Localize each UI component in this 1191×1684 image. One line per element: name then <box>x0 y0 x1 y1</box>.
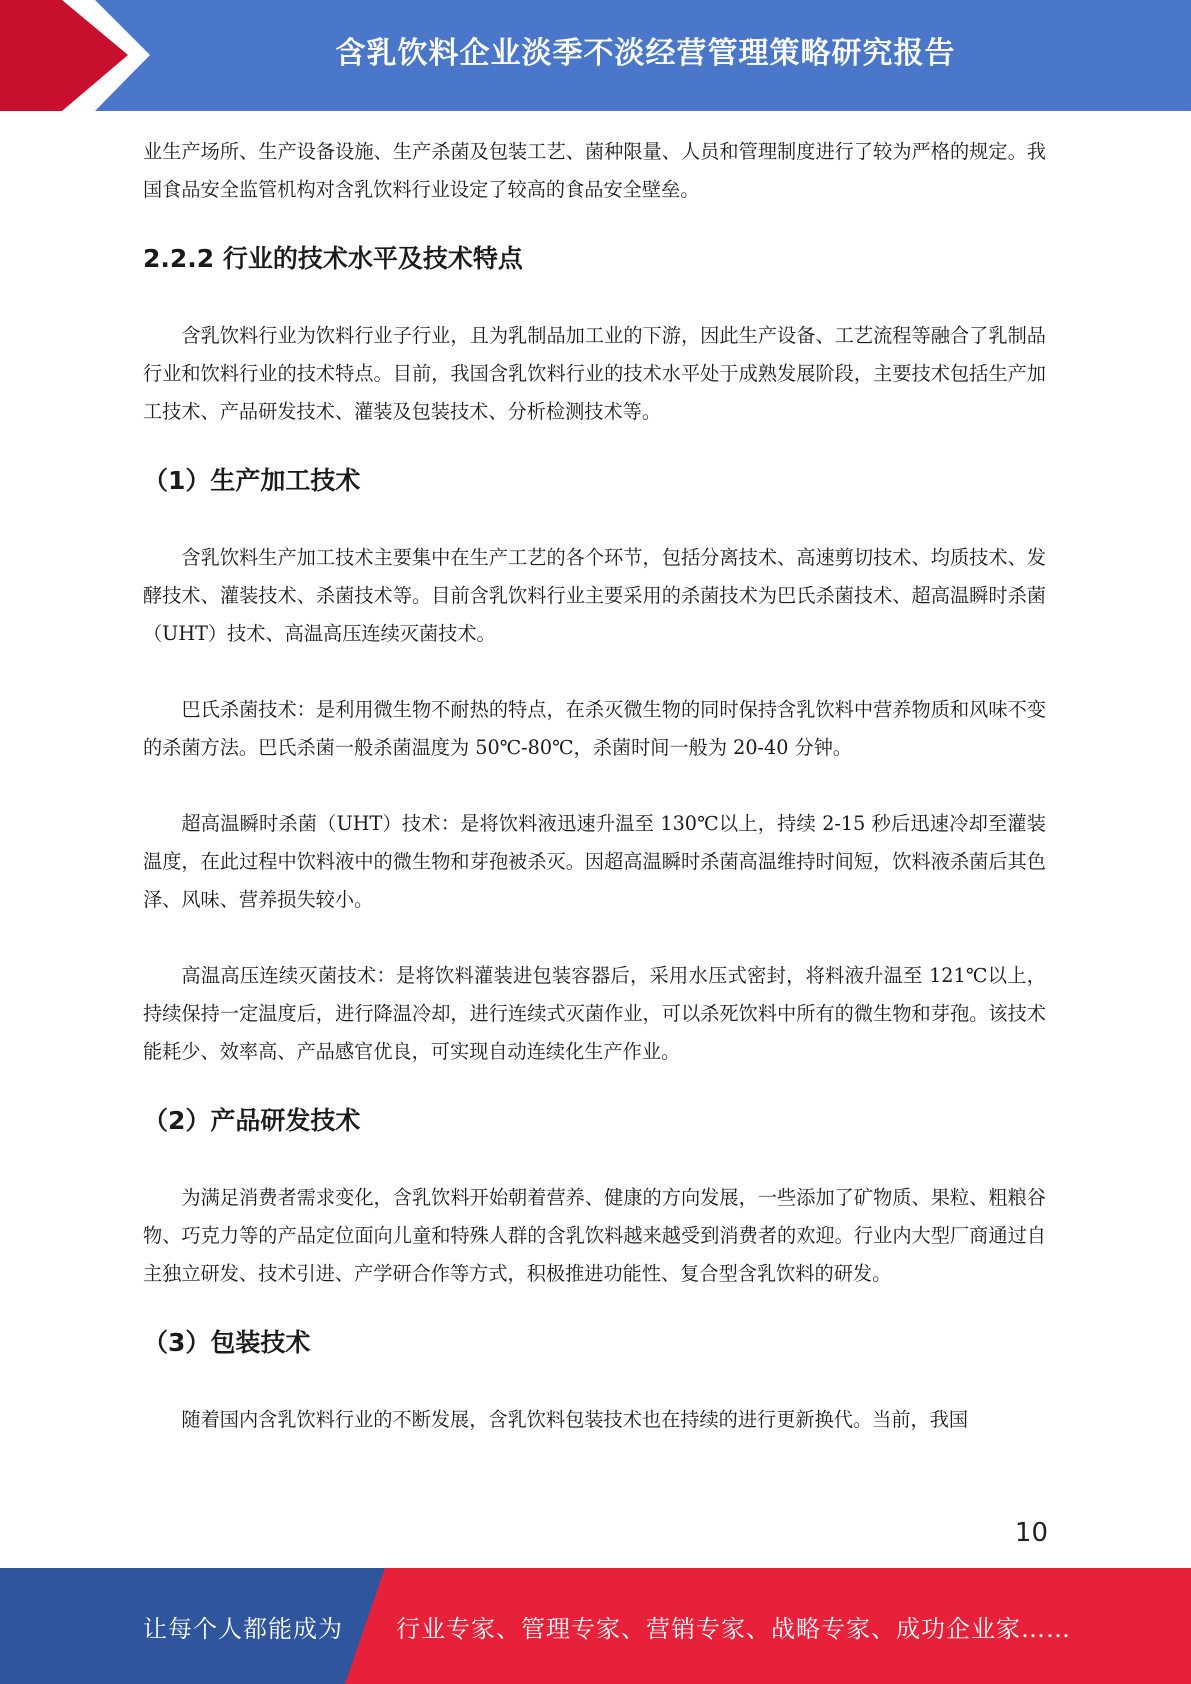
page-number: 10 <box>1014 1518 1048 1548</box>
paragraph: 为满足消费者需求变化，含乳饮料开始朝着营养、健康的方向发展，一些添加了矿物质、果粒、粗粮谷物、巧克力等的产品定位面向儿童和特殊人群的含乳饮料越来越受到消费者的欢迎。行业内大型厂商通过自主独立研发、技术引进、产学研合作等方式，积极推进功能性、复合型含乳饮料的研发。 <box>143 1186 1046 1285</box>
subsection-heading: （3）包装技术 <box>143 1328 311 1357</box>
section-heading: 2.2.2 行业的技术水平及技术特点 <box>143 244 523 273</box>
paragraph: 超高温瞬时杀菌（UHT）技术：是将饮料液迅速升温至 130℃以上，持续 2-15 秒后迅速冷却至灌装温度，在此过程中饮料液中的微生物和芽孢被杀灭。因超高温瞬时杀菌高温维持时间短，饮料液杀菌后其色泽、风味、营养损失较小。 <box>143 812 1046 911</box>
page-footer <box>0 1568 1191 1684</box>
subsection-heading: （1）生产加工技术 <box>143 466 361 495</box>
page-content <box>143 133 1046 1439</box>
paragraph: 含乳饮料生产加工技术主要集中在生产工艺的各个环节，包括分离技术、高速剪切技术、均质技术、发酵技术、灌装技术、杀菌技术等。目前含乳饮料行业主要采用的杀菌技术为巴氏杀菌技术、超高温瞬时杀菌（UHT）技术、高温高压连续灭菌技术。 <box>143 546 1046 645</box>
paragraph: 巴氏杀菌技术：是利用微生物不耐热的特点，在杀灭微生物的同时保持含乳饮料中营养物质和风味不变的杀菌方法。巴氏杀菌一般杀菌温度为 50℃-80℃，杀菌时间一般为 20-40 分钟。 <box>143 698 1046 759</box>
paragraph: 高温高压连续灭菌技术：是将饮料灌装进包装容器后，采用水压式密封，将料液升温至 121℃以上，持续保持一定温度后，进行降温冷却，进行连续式灭菌作业，可以杀死饮料中所有的微生物和芽孢。该技术能耗少、效率高、产品感官优良，可实现自动连续化生产作业。 <box>143 964 1046 1063</box>
header-arrow-decoration <box>0 0 160 111</box>
subsection-heading: （2）产品研发技术 <box>143 1106 361 1135</box>
page-header <box>0 0 1191 111</box>
paragraph: 随着国内含乳饮料行业的不断发展，含乳饮料包装技术也在持续的进行更新换代。当前，我国 <box>181 1408 969 1431</box>
report-title: 含乳饮料企业淡季不淡经营管理策略研究报告 <box>335 36 956 71</box>
paragraph: 业生产场所、生产设备设施、生产杀菌及包装工艺、菌种限量、人员和管理制度进行了较为严格的规定。我国食品安全监管机构对含乳饮料行业设定了较高的食品安全壁垒。 <box>143 140 1046 201</box>
paragraph: 含乳饮料行业为饮料行业子行业，且为乳制品加工业的下游，因此生产设备、工艺流程等融合了乳制品行业和饮料行业的技术特点。目前，我国含乳饮料行业的技术水平处于成熟发展阶段，主要技术包括生产加工技术、产品研发技术、灌装及包装技术、分析检测技术等。 <box>143 324 1046 423</box>
footer-slogan-right: 行业专家、管理专家、营销专家、战略专家、成功企业家…… <box>396 1614 1071 1643</box>
footer-slogan-left: 让每个人都能成为 <box>143 1614 343 1643</box>
